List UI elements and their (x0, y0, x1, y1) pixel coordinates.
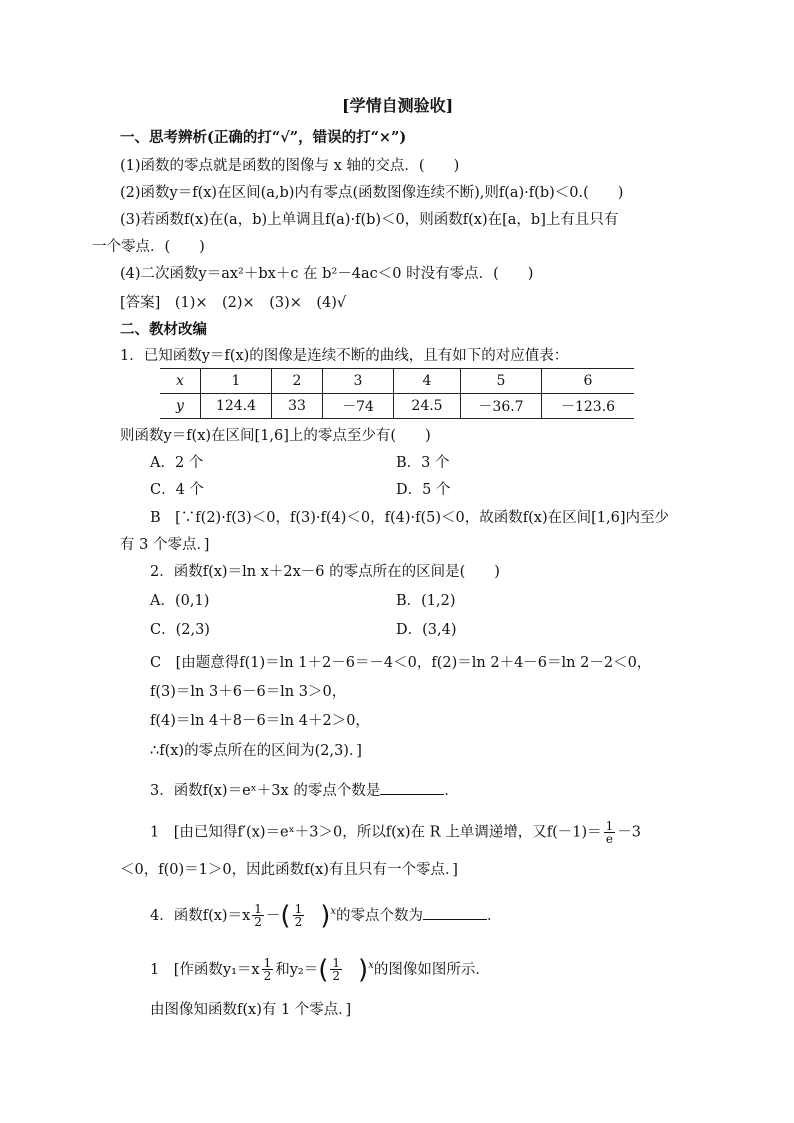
exponent-fraction (262, 957, 274, 982)
table-cell: －74 (323, 394, 394, 419)
table-cell: 2 (272, 369, 323, 394)
table-cell: －36.7 (461, 394, 542, 419)
option-a: A．(0,1) (150, 593, 210, 609)
problem-1-stem: 1．已知函数y＝f(x)的图像是连续不断的曲线，且有如下的对应值表： (120, 348, 569, 364)
table-cell: 6 (542, 369, 635, 394)
problem-4-end: ． (487, 907, 502, 924)
answer-line: [答案] (1)× (2)× (3)× (4)√ (120, 295, 347, 311)
solution-1-line1: B [∵f(2)·f(3)＜0，f(3)·f(4)＜0，f(4)·f(5)＜0，故函数f(x)在区间[1,6]内至少 (150, 510, 669, 526)
solution-2-line2: f(3)＝ln 3＋6－6＝ln 3＞0， (150, 684, 347, 700)
solution-4-tail: 的图像如图所示． (373, 961, 490, 978)
solution-4-line1 (150, 954, 490, 985)
solution-4-text: 1 [作函数y₁＝x (150, 961, 260, 978)
table-row (160, 369, 634, 394)
solution-2-line3: f(4)＝ln 4＋8－6＝ln 4＋2＞0， (150, 713, 370, 729)
table-header-x: x (160, 369, 201, 394)
problem-1-question: 则函数y＝f(x)在区间[1,6]上的零点至少有( ) (120, 428, 431, 444)
judge-item-3-line1: (3)若函数f(x)在(a，b)上单调且f(a)·f(b)＜0，则函数f(x)在[a，b]上有且只有 (120, 212, 619, 228)
fraction-denominator: 2 (254, 915, 262, 930)
option-c: C．(2,3) (150, 622, 210, 638)
problem-2-stem: 2．函数f(x)＝ln x＋2x－6 的零点所在的区间是( ) (150, 564, 500, 580)
base-fraction (293, 903, 305, 928)
solution-4-line2: 由图像知函数f(x)有 1 个零点．] (150, 1002, 352, 1018)
left-paren-glyph: ( (318, 954, 329, 985)
option-c: C．4 个 (150, 482, 204, 498)
table-cell: 3 (323, 369, 394, 394)
solution-3-line1 (150, 820, 641, 845)
table-cell: 124.4 (201, 394, 272, 419)
problem-4-tail: 的零点个数为 (336, 907, 423, 924)
table-cell: 33 (272, 394, 323, 419)
fraction-numerator: 1 (605, 819, 614, 833)
power-x: x (330, 906, 336, 917)
solution-2-line4: ∴f(x)的零点所在的区间为(2,3)．] (150, 743, 362, 759)
fraction-numerator: 1 (254, 902, 262, 917)
section-title: [学情自测验收] (342, 96, 454, 115)
table-cell: 5 (461, 369, 542, 394)
solution-4-and: 和y₂＝ (275, 961, 319, 978)
fraction-denominator: 2 (294, 915, 303, 930)
solution-1-line2: 有 3 个零点．] (120, 537, 210, 553)
fraction-denominator: e (605, 832, 613, 846)
fraction-denominator: 2 (332, 969, 341, 984)
solution-2-line1: C [由题意得f(1)＝ln 1＋2－6＝－4＜0，f(2)＝ln 2＋4－6＝ln 2－2＜0， (150, 655, 652, 671)
fraction-numerator: 1 (263, 956, 272, 971)
section2-heading: 二、教材改编 (120, 321, 207, 338)
option-d: D．5 个 (396, 482, 451, 498)
section1-heading: 一、思考辨析(正确的打“√”，错误的打“×”) (120, 129, 407, 146)
fraction-denominator: 2 (263, 969, 272, 984)
table-cell: 24.5 (394, 394, 461, 419)
fraction-numerator: 1 (294, 902, 303, 917)
problem-3-stem (150, 780, 459, 801)
option-b: B．3 个 (396, 455, 450, 471)
option-d: D．(3,4) (396, 622, 457, 638)
right-paren-glyph: ) (320, 900, 331, 931)
right-paren-glyph: ) (358, 954, 369, 985)
answer-blank (423, 905, 487, 920)
fraction-one-over-e (604, 820, 616, 845)
power-x: x (368, 960, 374, 971)
solution-3-line2: ＜0，f(0)＝1＞0，因此函数f(x)有且只有一个零点．] (120, 862, 458, 878)
option-b: B．(1,2) (396, 593, 456, 609)
value-table (160, 368, 634, 419)
judge-item-4: (4)二次函数y＝ax²＋bx＋c 在 b²－4ac＜0 时没有零点．( ) (120, 266, 534, 282)
judge-item-2: (2)函数y＝f(x)在区间(a,b)内有零点(函数图像连续不断),则f(a)·f(b)＜0.( ) (120, 185, 624, 201)
table-cell: 1 (201, 369, 272, 394)
fraction-numerator: 1 (332, 956, 341, 971)
left-paren-glyph: ( (280, 900, 291, 931)
solution-3-tail: －3 (617, 824, 641, 841)
table-row (160, 394, 634, 419)
problem-4-stem (150, 900, 502, 931)
problem-3-end: ． (444, 783, 459, 799)
problem-3-text: 3．函数f(x)＝eˣ＋3x 的零点个数是 (150, 783, 381, 799)
option-a: A．2 个 (150, 455, 204, 471)
judge-item-3-line2: 一个零点．( ) (92, 239, 205, 255)
exponent-fraction (252, 903, 264, 928)
table-cell: －123.6 (542, 394, 635, 419)
table-cell: 4 (394, 369, 461, 394)
solution-3-text: 1 [由已知得f′(x)＝eˣ＋3＞0，所以f(x)在 R 上单调递增，又f(－1)＝ (150, 824, 602, 841)
table-header-y: y (160, 394, 201, 419)
minus-sign: － (265, 907, 281, 924)
base-fraction (330, 957, 342, 982)
answer-blank (380, 780, 444, 795)
problem-4-text: 4．函数f(x)＝x (150, 907, 251, 924)
judge-item-1: (1)函数的零点就是函数的图像与 x 轴的交点．( ) (120, 158, 460, 174)
